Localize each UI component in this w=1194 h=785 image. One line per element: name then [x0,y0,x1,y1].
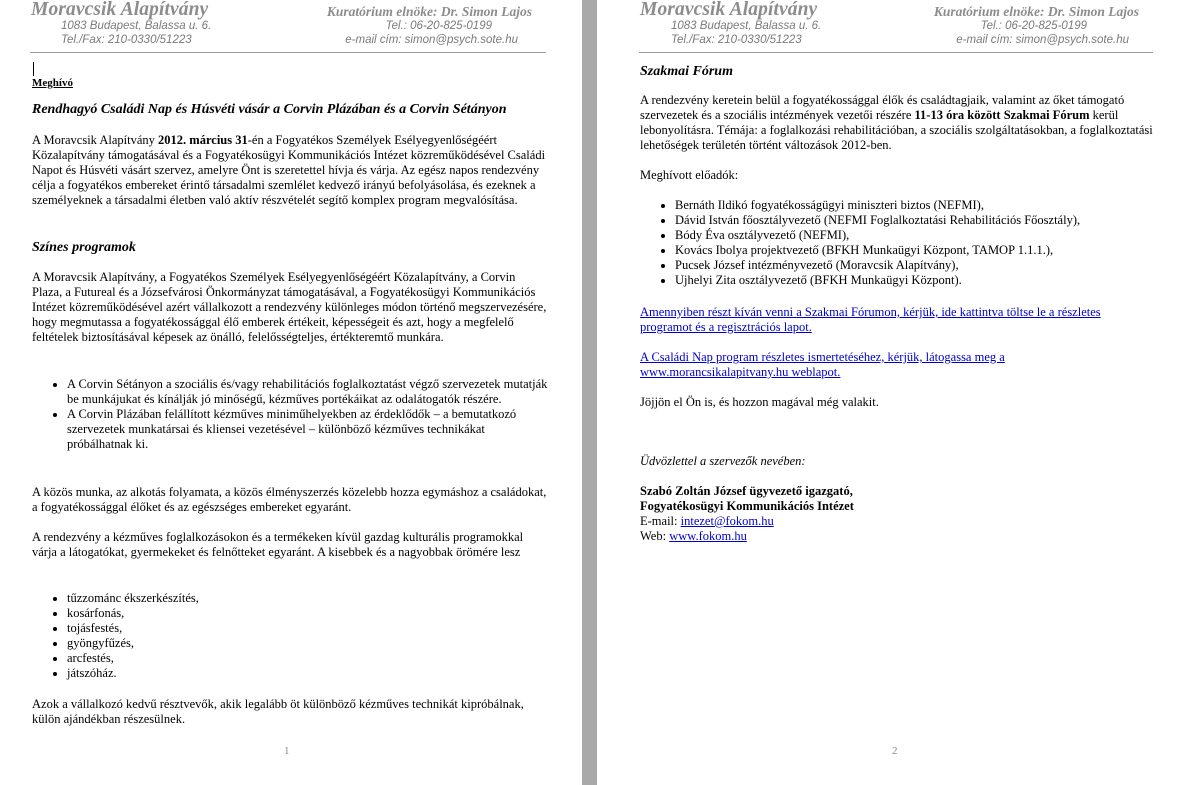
list-item: • játszóház. [67,666,548,681]
forum-paragraph: A rendezvény keretein belül a fogyatékossággal élők és családtagjaik, valamint az őket támogató szervezetek és a szociális intézmények vezetői részére 11-13 óra között Szakmai Fórum kerül lebonyolításra. Témája: a foglalkozási rehabilitációban, a szociális szolgáltatásokban, a foglalkoztatási lehetőségek területén történt változások 2012-ben. [640,93,1153,152]
speakers-list [640,198,1155,288]
org-name: Moravcsik Alapítvány [640,0,818,20]
list-item: • A Corvin Sétányon a szociális és/vagy rehabilitációs foglalkoztatást végző szervezetek mutatják be munkájukat és kínálják jó minőségű, kézműves portékáikat az odalátogatók részére. [67,377,548,407]
board-chair: Kuratórium elnöke: Dr. Simon Lajos [326,4,532,19]
list-item: • Bódy Éva osztályvezető (NEFMI), [675,228,1155,243]
document-page-2 [597,0,1194,785]
org-address: 1083 Budapest, Balassa u. 6. [61,20,212,32]
doc-label: Meghívó [32,77,73,89]
board-chair: Kuratórium elnöke: Dr. Simon Lajos [933,4,1139,19]
chair-phone: Tel.: 06-20-825-0199 [385,20,492,32]
contact-email: E-mail: intezet@fokom.hu [640,514,774,528]
document-title: Rendhagyó Családi Nap és Húsvéti vásár a Corvin Plázában és a Corvin Sétányon [32,102,507,117]
culture-paragraph: A rendezvény a kézműves foglalkozásokon és a termékeken kívül gazdag kulturális programokkal várja a látogatókat, gyermekeket és felnőtteket egyaránt. A kisebbek és a nagyobbak örömére lesz [32,530,524,559]
list-item: • tűzzománc ékszerkészítés, [67,591,548,606]
chair-email: e-mail cím: simon@psych.sote.hu [345,34,518,46]
list-item: • Pucsek József intézményvezető (Moravcsik Alapítvány), [675,258,1155,273]
intro-paragraph: A Moravcsik Alapítvány 2012. március 31-én a Fogyatékos Személyek Esélyegyenlőségéért Közalapítvány támogatásával és a Fogyatékosügyi Kommunikációs Intézet közreműködésével Családi Napot és Húsvéti vásárt szervez, amelyre Önt is szeretettel hívja és várja. Az egész napos rendezvény célja a fogyatékos embereket érintő társadalmi szemlélet kedvező irányú befolyásolása, és ezeknek a személyeknek a társadalmi életben való aktív részvételét segítő komplex program megvalósítása. [32,133,546,207]
programs-paragraph: A Moravcsik Alapítvány, a Fogyatékos Személyek Esélyegyenlőségéért Közalapítvány, a Corvin Plaza, a Futureal és a Józsefvárosi Önkormányzat támogatásával, a Fogyatékosügyi Kommunikációs Intézet közreműködésével azért vállalkozott a rendezvény különleges módon történő megszervezésére, hogy megmutassa a fogyatékossággal élő emberek értékeit, képességeit és azt, hogy a megfelelő feltételek biztosításával képesek az önálló, felelősségteljes, értékteremtő munkára. [32,270,547,344]
list-item: • Dávid István főosztályvezető (NEFMI Foglalkoztatási Rehabilitációs Főosztály), [675,213,1155,228]
list-item: • gyöngyfűzés, [67,636,548,651]
event-date: 2012. március 31 [158,133,248,147]
greeting-text: Üdvözlettel a szervezők nevében: [640,454,806,468]
list-item: • kosárfonás, [67,606,548,621]
org-telfax: Tel./Fax: 210-0330/51223 [61,34,192,46]
list-item: • tojásfestés, [67,621,548,636]
org-address: 1083 Budapest, Balassa u. 6. [671,20,822,32]
email-link[interactable]: intezet@fokom.hu [680,514,774,528]
org-telfax: Tel./Fax: 210-0330/51223 [671,34,802,46]
list-item: • Ujhelyi Zita osztályvezető (BFKH Munkaügyi Központ). [675,273,1155,288]
list-item: • arcfestés, [67,651,548,666]
section-title-forum: Szakmai Fórum [640,64,733,79]
signer-org: Fogyatékosügyi Kommunikációs Intézet [640,499,854,513]
text-cursor [33,62,34,76]
list-item: • Kovács Ibolya projektvezető (BFKH Munkaügyi Központ, TAMOP 1.1.1.), [675,243,1155,258]
page-header [639,0,1153,53]
list-item: • A Corvin Plázában felállított kézműves miniműhelyekben az érdeklődők – a bemutatkozó szervezetek munkatársai és kliensei vezetésével – különböző kézműves technikákat próbálhatnak ki. [67,407,548,452]
section-title-programs: Színes programok [32,240,136,255]
contact-web: Web: www.fokom.hu [640,529,747,543]
community-paragraph: A közös munka, az alkotás folyamata, a közös élményszerzés közelebb hozza egymáshoz a családokat, a fogyatékossággal élőket és az egészséges embereket egyaránt. [32,485,547,514]
page-number: 2 [892,745,898,757]
page-number: 1 [284,745,290,757]
signer-name: Szabó Zoltán József ügyvezető igazgató, [640,484,853,498]
invite-text: Jöjjön el Ön is, és hozzon magával még valakit. [640,395,879,409]
org-name: Moravcsik Alapítvány [31,0,209,20]
registration-link[interactable]: Amennyiben részt kíván venni a Szakmai Fórumon, kérjük, ide kattintva töltse le a részletes programot és a regisztrációs lapot. [640,305,1101,334]
family-day-link[interactable]: A Családi Nap program részletes ismertetéséhez, kérjük, látogassa meg a www.morancsikalapitvany.hu weblapot. [640,350,1005,379]
list-item: • Bernáth Ildikó fogyatékosságügyi miniszteri biztos (NEFMI), [675,198,1155,213]
venue-list [32,377,548,452]
forum-time: 11-13 óra között Szakmai Fórum [914,108,1090,122]
gift-paragraph: Azok a vállalkozó kedvű résztvevők, akik legalább öt különböző kézműves technikát kipróbálnak, külön ajándékban részesülnek. [32,697,524,726]
speakers-label: Meghívott előadók: [640,168,739,182]
activities-list [32,591,548,681]
page-header [30,0,546,53]
web-link[interactable]: www.fokom.hu [669,529,747,543]
document-page-1 [0,0,582,785]
chair-phone: Tel.: 06-20-825-0199 [980,20,1087,32]
chair-email: e-mail cím: simon@psych.sote.hu [956,34,1129,46]
